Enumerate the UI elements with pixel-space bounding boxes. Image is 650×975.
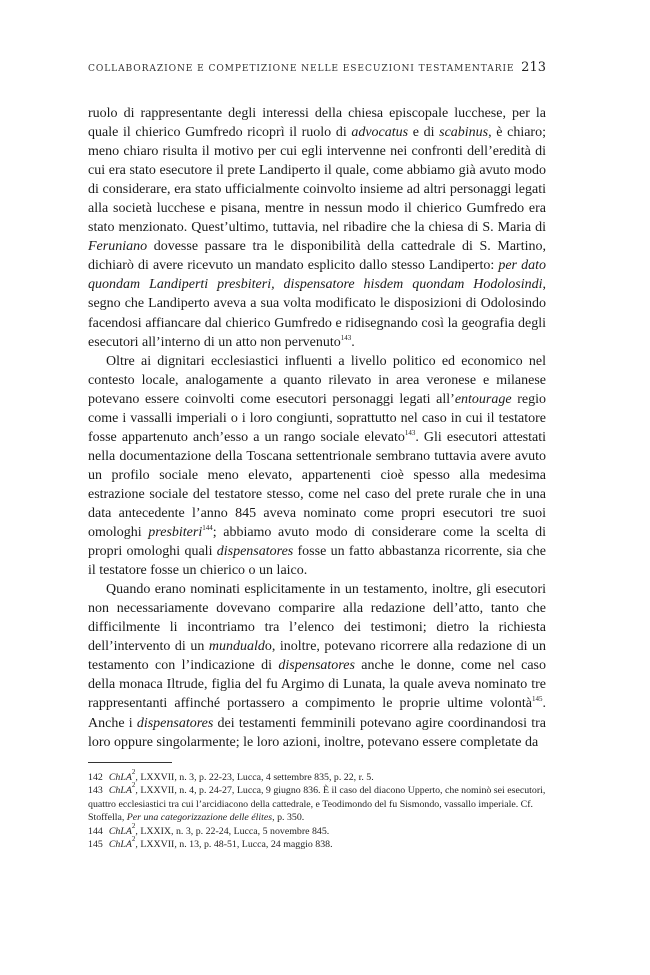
footnote-text: [108, 835, 333, 851]
text-run: .: [351, 334, 355, 350]
text-run: . Gli esecutori attestati nella documentazione della Toscana settentrionale sembrano tuttavia avere avuto un profilo sociale meno elevato, appartenenti cioè spesso alla medesima estrazione sociale del testatore stesso, come nel caso del prete rurale che in una data antecedente l’anno 845 aveva nominato come propri esecutori tre suoi omologhi: [88, 429, 546, 541]
footnote-number: 145: [88, 839, 103, 851]
italic-text: ChLA: [108, 839, 132, 851]
body-text: [88, 104, 546, 752]
italic-text: Feruniano: [88, 239, 148, 255]
italic-text: dispensatores: [216, 544, 294, 560]
text-run: Oltre ai dignitari ecclesiastici influenti a livello politico ed economico nel contesto locale, analogamente a quanto rilevato in area veronese e milanese potevano essere coinvolti come esecutori personaggi legati all’: [88, 353, 546, 407]
note-reference: 144: [202, 524, 213, 533]
text-run: , segno che Landiperto aveva a sua volta modificato le disposizioni di Odolosindo facendosi affiancare dal chierico Gumfredo e ridisegnando così la geografia degli esecutori all’interno di un atto non pervenuto: [88, 277, 546, 350]
footnote: [88, 821, 546, 838]
italic-text: ChLA: [108, 785, 132, 797]
note-reference: 2: [131, 781, 136, 790]
text-run: regio come i vassalli imperiali o i loro congiunti, soprattutto nel caso in cui il testatore fosse appartenuto anch’esso a un rango sociale elevato: [88, 391, 547, 445]
text-run: dovesse passare tra le disponibilità della cattedrale di S. Martino, dichiarò di avere ricevuto un mandato esplicito dallo stesso Landiperto:: [88, 239, 546, 274]
text-run: , LXXVII, n. 4, p. 24-27, Lucca, 9 giugno 836. È il caso del diacono Upperto, che nominò sei esecutori, quattro ecclesiastici tra cui l’arcidiacono della cattedrale, e Teodimondo del fu Sismondo, vassallo imperiale. Cf. Stoffella,: [88, 785, 546, 824]
italic-text: scabinus: [439, 125, 489, 141]
text-run: , LXXVII, n. 13, p. 48-51, Lucca, 24 maggio 838.: [135, 839, 333, 851]
text-run: o, inoltre, potevano ricorrere alla redazione di un testamento con l’indicazione di: [88, 639, 547, 674]
note-reference: 2: [131, 835, 136, 844]
italic-text: ChLA: [108, 825, 132, 837]
italic-text: Per una categorizzazione delle élites: [126, 812, 273, 824]
note-reference: 143: [404, 428, 416, 437]
italic-text: munduald: [208, 639, 265, 655]
text-run: . Anche i: [88, 696, 546, 731]
paragraph: [88, 104, 546, 352]
text-run: , p. 350.: [272, 812, 305, 824]
footnote-number: 143: [88, 785, 103, 797]
italic-text: ChLA: [108, 772, 132, 783]
text-run: ruolo di rappresentante degli interessi della chiesa episcopale lucchese, per la quale il chierico Gumfredo ricoprì il ruolo di: [88, 106, 546, 141]
footnotes: [88, 768, 546, 851]
italic-text: dispensatores: [278, 658, 355, 674]
note-reference: 2: [131, 768, 136, 776]
note-reference: 143: [340, 333, 352, 342]
text-run: dei testamenti femminili potevano agire coordinandosi tra loro oppure singolarmente; le loro azioni, inoltre, potevano essere completate da: [88, 715, 546, 750]
footnote-text: [108, 821, 330, 837]
page-number: 213: [521, 60, 546, 75]
italic-text: dispensatores: [136, 715, 214, 731]
footnote: [88, 781, 546, 824]
text-run: ; abbiamo avuto modo di considerare come la scelta di propri omologhi quali: [88, 525, 546, 560]
running-head: COLLABORAZIONE E COMPETIZIONE NELLE ESECUZIONI TESTAMENTARIE: [88, 64, 515, 74]
italic-text: entourage: [454, 391, 512, 407]
footnote-divider: [88, 762, 172, 763]
page-header: [88, 60, 546, 78]
footnote: [88, 768, 546, 784]
text-run: fosse un fatto abbastanza ricorrente, sia che il testatore fosse un chierico o un laico.: [88, 544, 546, 579]
paragraph: [88, 352, 546, 581]
note-reference: 145: [532, 695, 543, 704]
text-run: anche le donne, come nel caso della monaca Iltrude, figlia del fu Argimo di Lunata, la quale aveva nominato tre rappresentanti affinché portassero a compimento le proprie ultime volontà: [88, 658, 546, 712]
footnote-number: 142: [88, 772, 103, 783]
footnote-text: [108, 768, 374, 783]
text-run: Quando erano nominati esplicitamente in un testamento, inoltre, gli esecutori non necessariamente dovevano comparire alla redazione dell’atto, tanto che difficilmente li incontriamo tra l’elenco dei testimoni; dietro la richiesta dell’intervento di un: [88, 582, 546, 655]
footnote-text: [88, 781, 546, 824]
text-run: , è chiaro; meno chiaro risulta il motivo per cui egli intervenne nei confronti dell’eredità di cui era stato esecutore il prete Landiperto il quale, come abbiamo già avuto modo di considerare, era stato ufficialmente coinvolto insieme ad altri personaggi legati alla società lucchese e pisana, mentre in nessun modo il chierico Gumfredo era stato menzionato. Quest’ultimo, tuttavia, nel ribadire che la chiesa di S. Maria di: [88, 125, 546, 236]
note-reference: 2: [131, 821, 136, 830]
footnote-number: 144: [88, 825, 103, 837]
text-run: , LXXIX, n. 3, p. 22-24, Lucca, 5 novembre 845.: [135, 825, 330, 837]
footnote: [88, 835, 546, 851]
italic-text: presbiteri: [148, 525, 203, 541]
paragraph: [88, 580, 546, 751]
italic-text: advocatus: [351, 125, 409, 141]
text-run: , LXXVII, n. 3, p. 22-23, Lucca, 4 settembre 835, p. 22, r. 5.: [135, 772, 374, 783]
italic-text: per dato quondam Landiperti presbiteri, dispensatore hisdem quondam Hodolosindi: [88, 258, 546, 293]
text-run: e di: [408, 125, 440, 141]
